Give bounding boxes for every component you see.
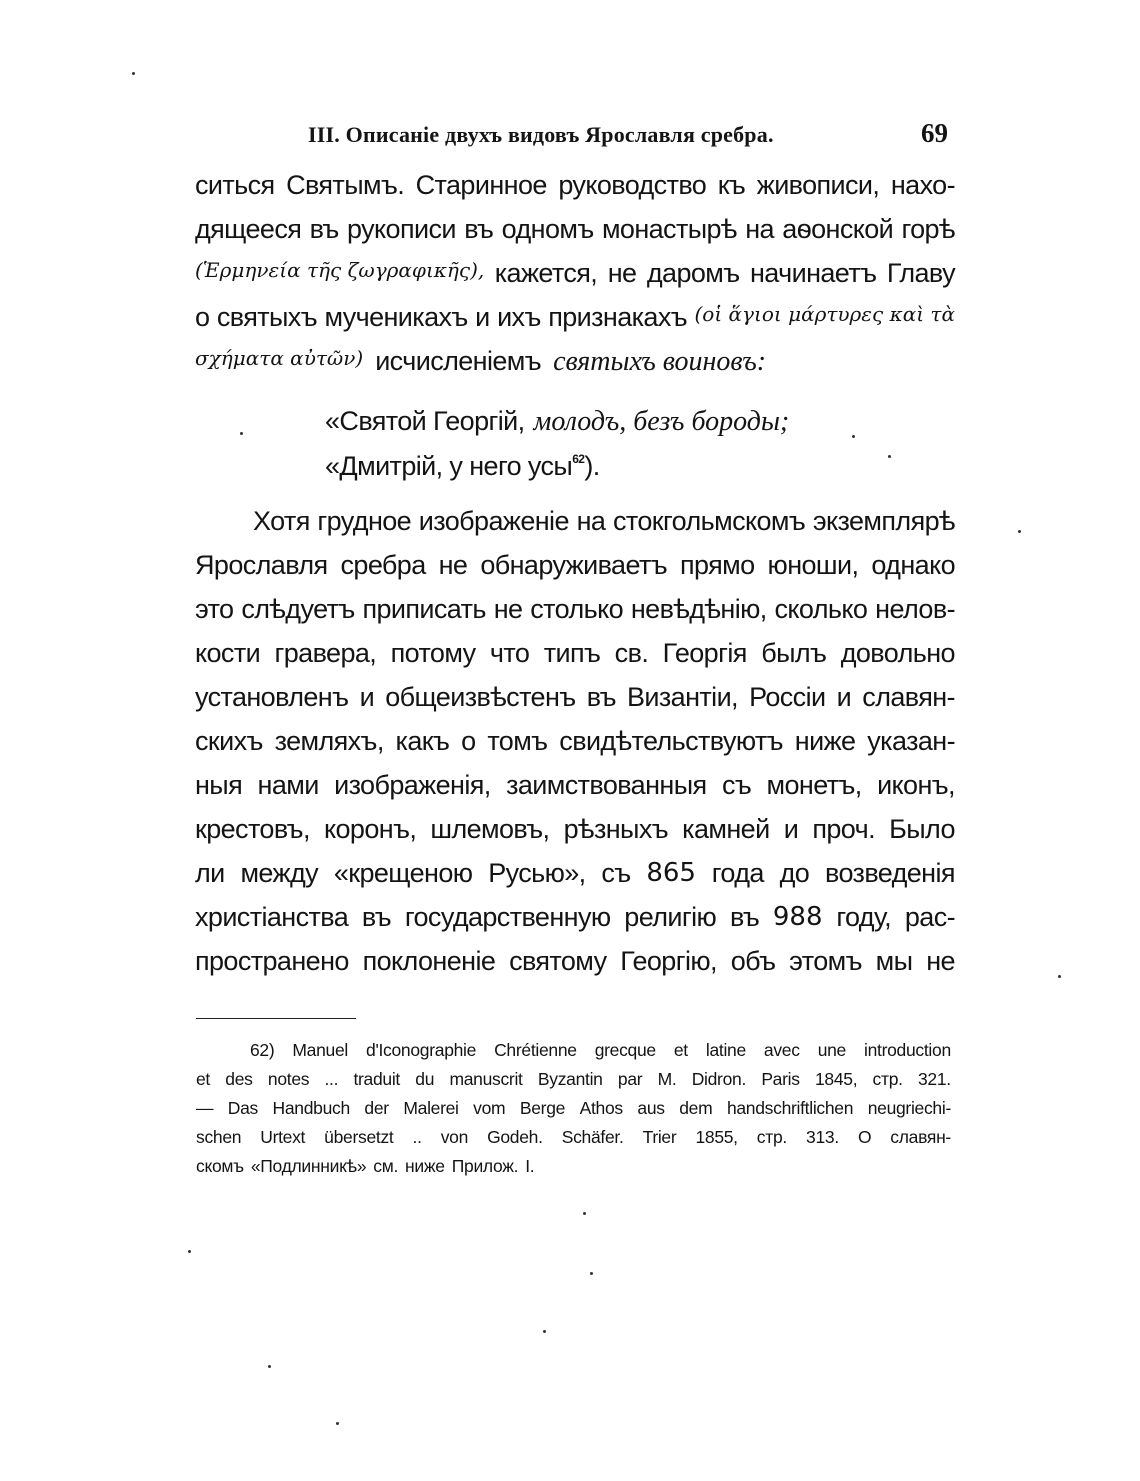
footnote-line: et des notes ... traduit du manuscrit Byzantin par M. Didron. Paris 1845, стр. 321.: [196, 1069, 951, 1089]
scan-speck: [590, 1272, 593, 1275]
footnote-line: schen Urtext übersetzt .. von Godeh. Schäfer. Trier 1855, стр. 313. О славян-: [196, 1127, 951, 1147]
text-line: дящееся въ рукописи въ одномъ монастырѣ на аѳонской горѣ: [195, 214, 955, 244]
text-line: скихъ земляхъ, какъ о томъ свидѣтельствуютъ ниже указан-: [195, 726, 955, 756]
greek-phrase: σχήματα αὐτῶν): [195, 346, 364, 370]
text-line: ныя нами изображенія, заимствованныя съ монетъ, иконъ,: [195, 770, 955, 800]
scan-speck: [268, 1365, 271, 1368]
scan-speck: [583, 1212, 586, 1215]
text-line: σχήματα αὐτῶν) исчисленіемъ святыхъ воиновъ:: [195, 346, 955, 390]
scan-speck: [1018, 530, 1021, 533]
text-line: о святыхъ мученикахъ и ихъ признакахъ (οἱ ἅγιοι μάρτυρες καὶ τὰ: [195, 302, 955, 346]
text-line: Хотя грудное изображеніе на стокгольмскомъ экземплярѣ: [253, 506, 955, 536]
text-line: (Ἑρμηνεία τῆς ζωγραφικῆς), кажется, не даромъ начинаетъ Главу: [195, 258, 955, 302]
running-head: [308, 118, 958, 154]
scan-speck: [132, 72, 135, 75]
scan-speck: [852, 435, 855, 438]
scan-speck: [1058, 975, 1061, 978]
footnote-line: — Das Handbuch der Malerei vom Berge Athos aus dem handschriftlichen neugriechi-: [196, 1098, 951, 1118]
footnote-line: 62) Manuel d'Iconographie Chrétienne grecque et latine avec une introduction: [250, 1040, 951, 1068]
text-line: ситься Святымъ. Старинное руководство къ живописи, нахо-: [195, 170, 955, 200]
text-line: Ярославля сребра не обнаруживаетъ прямо юноши, однако: [195, 550, 955, 580]
greek-phrase: (οἱ ἅγιοι μάρτυρες καὶ τὰ: [694, 302, 955, 326]
text-line: это слѣдуетъ приписать не столько невѣдѣнію, сколько нелов-: [195, 594, 955, 624]
chapter-title: III. Описаніе двухъ видовъ Ярославля сребра.: [308, 122, 774, 147]
scan-speck: [188, 1250, 191, 1253]
footnote-divider: [196, 1018, 356, 1019]
scan-speck: [240, 432, 243, 435]
text-line: установленъ и общеизвѣстенъ въ Византіи, Россіи и славян-: [195, 682, 955, 712]
verse-line: «Святой Георгій, молодъ, безъ бороды;: [325, 406, 790, 437]
scan-speck: [336, 1422, 339, 1425]
scan-speck: [888, 455, 891, 458]
text-line: кости гравера, потому что типъ св. Георгія былъ довольно: [195, 638, 955, 668]
page-number: 69: [921, 118, 948, 148]
scan-speck: [543, 1330, 546, 1333]
footnote-number: 62): [250, 1040, 275, 1060]
verse-line: «Дмитрій, у него усы$^{62}$).: [325, 451, 600, 481]
italic-phrase: святыхъ воиновъ:: [553, 346, 767, 377]
greek-title: (Ἑρμηνεία τῆς ζωγραφικῆς),: [195, 258, 485, 282]
footnote-line: скомъ «Подлинникѣ» см. ниже Прилож. I.: [196, 1156, 535, 1176]
text-line: ли между «крещеною Русью», съ 865 года до возведенія: [195, 858, 955, 888]
text-line: христіанства въ государственную религію въ 988 году, рас-: [195, 902, 955, 932]
footnote-ref: 62: [572, 452, 585, 466]
text-line: пространено поклоненіе святому Георгію, объ этомъ мы не: [195, 946, 955, 976]
text-line: крестовъ, коронъ, шлемовъ, рѣзныхъ камней и проч. Было: [195, 814, 955, 844]
